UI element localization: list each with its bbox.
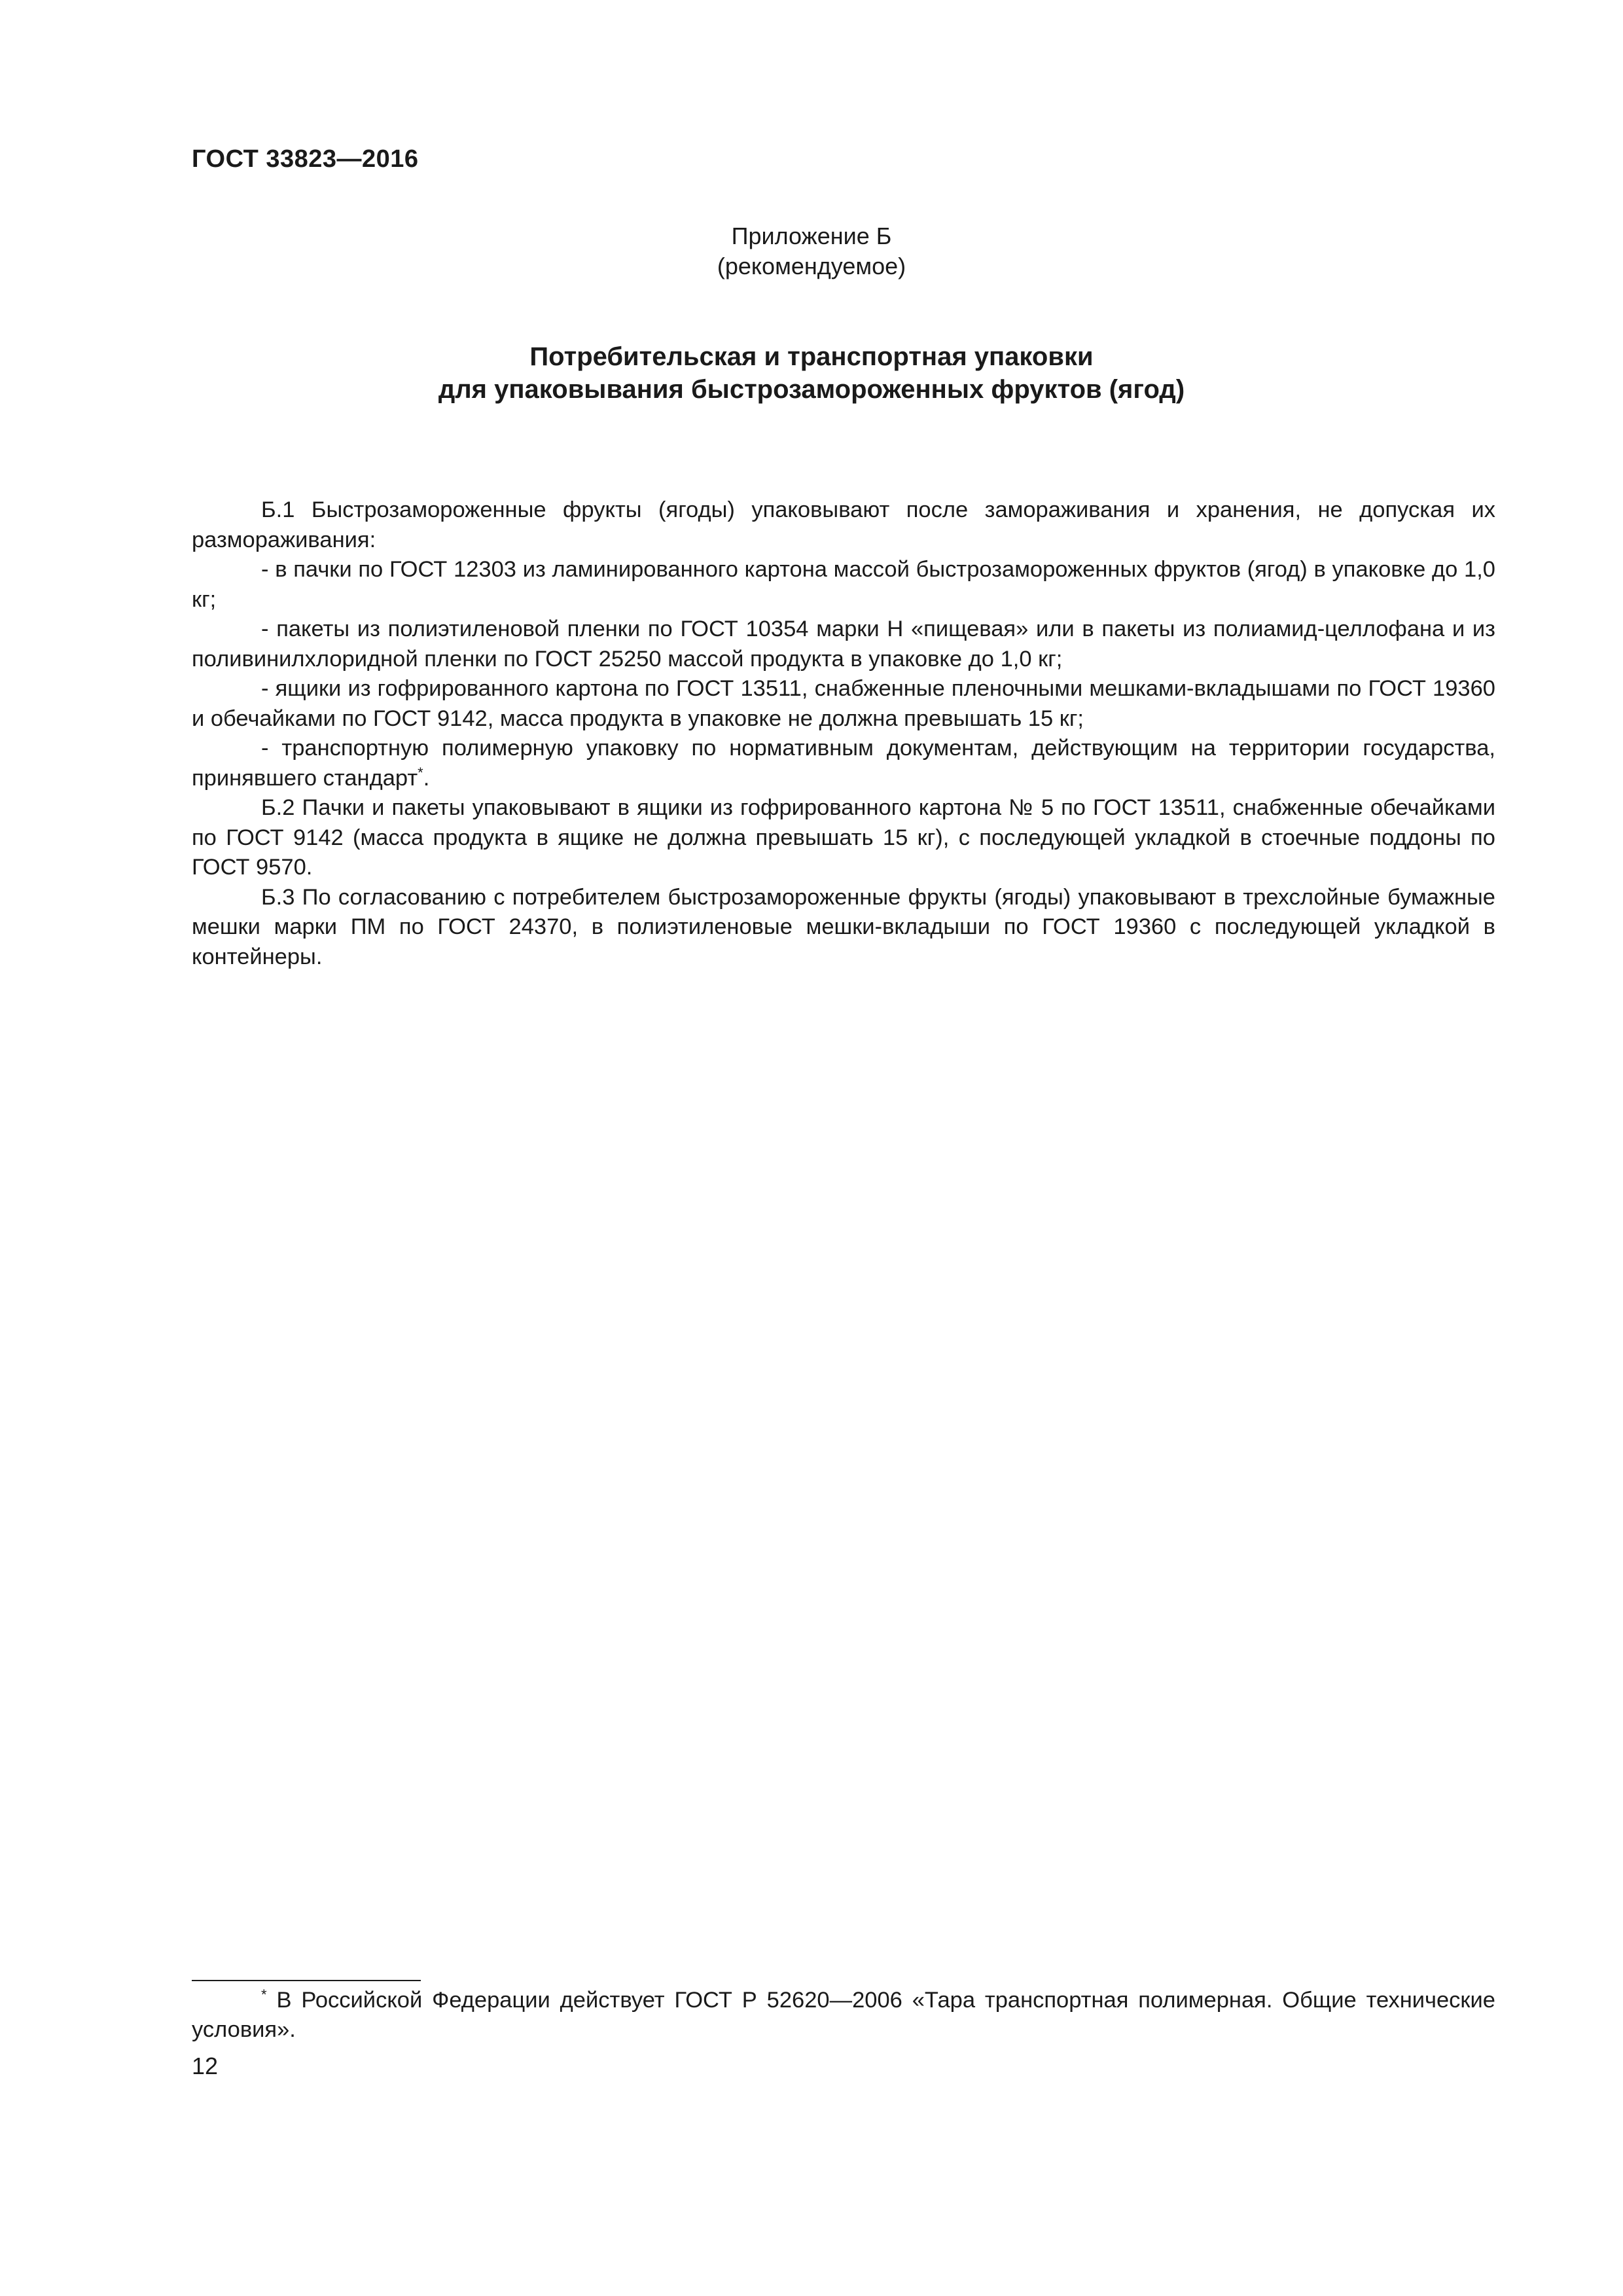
title-line-1: Потребительская и транспортная упаковки: [529, 342, 1094, 371]
body-text: [192, 495, 1495, 972]
footnote-reference: *: [418, 764, 423, 781]
appendix-label: Приложение Б: [731, 223, 892, 249]
footnote-divider: [192, 1980, 421, 1981]
paragraph-b3: Б.3 По согласованию с потребителем быстрозамороженные фрукты (ягоды) упаковывают в трехслойные бумажные мешки марки ПМ по ГОСТ 24370, в полиэтиленовые мешки-вкладыши по ГОСТ 19360 с последующей укладкой в контейнеры.: [192, 884, 1495, 969]
paragraph-b1: Б.1 Быстрозамороженные фрукты (ягоды) упаковывают после замораживания и хранения, не допуская их размораживания:: [192, 497, 1495, 552]
footnote-mark: *: [261, 1986, 267, 2003]
page-number: 12: [192, 2053, 219, 2079]
list-item-polymer-packaging: [192, 734, 1495, 793]
list-item-polymer-text: - транспортную полимерную упаковку по нормативным документам, действующим на территории государства, принявшего стандарт: [192, 736, 1495, 791]
footnote: [192, 1986, 1495, 2045]
appendix-status: (рекомендуемое): [717, 253, 906, 279]
appendix-heading: [0, 221, 1623, 281]
appendix-title: [0, 340, 1623, 406]
list-item-packs: - в пачки по ГОСТ 12303 из ламинированного картона массой быстрозамороженных фруктов (ягод) в упаковке до 1,0 кг;: [192, 557, 1495, 612]
list-item-bags: - пакеты из полиэтиленовой пленки по ГОСТ 10354 марки Н «пищевая» или в пакеты из полиамид-целлофана и из поливинилхлоридной пленки по ГОСТ 25250 массой продукта в упаковке до 1,0 кг;: [192, 617, 1495, 672]
list-item-polymer-end: .: [423, 765, 430, 791]
footnote-text: В Российской Федерации действует ГОСТ Р 52620—2006 «Тара транспортная полимерная. Общие технические условия».: [192, 1988, 1495, 2042]
paragraph-b2: Б.2 Пачки и пакеты упаковывают в ящики из гофрированного картона № 5 по ГОСТ 13511, снабженные обечайками по ГОСТ 9142 (масса продукта в ящике не должна превышать 15 кг), с последующей укладкой в стоечные поддоны по ГОСТ 9570.: [192, 795, 1495, 880]
title-line-2: для упаковывания быстрозамороженных фруктов (ягод): [438, 375, 1185, 404]
document-id: ГОСТ 33823—2016: [192, 145, 419, 173]
list-item-boxes: - ящики из гофрированного картона по ГОСТ 13511, снабженные пленочными мешками-вкладышами по ГОСТ 19360 и обечайками по ГОСТ 9142, масса продукта в упаковке не должна превышать 15 кг;: [192, 676, 1495, 731]
